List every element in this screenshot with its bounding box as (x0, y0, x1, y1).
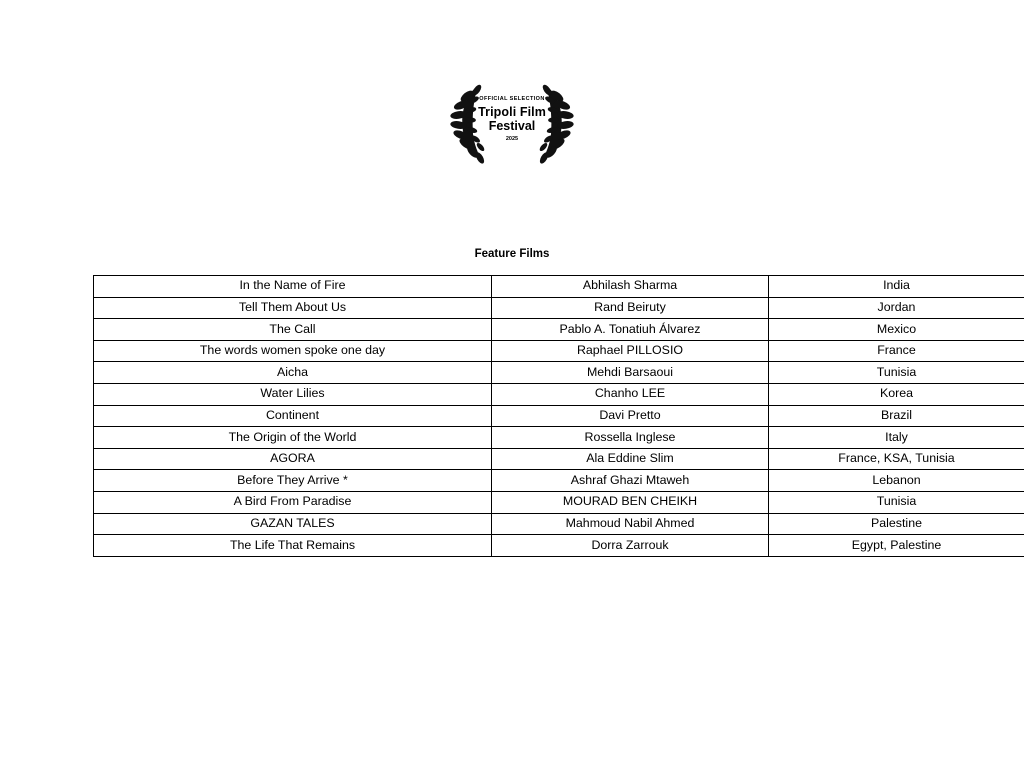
film-title-cell: The Origin of the World (94, 427, 492, 449)
film-director-cell: Pablo A. Tonatiuh Álvarez (492, 319, 769, 341)
film-director-cell: Rand Beiruty (492, 297, 769, 319)
film-title-cell: In the Name of Fire (94, 276, 492, 298)
badge-official-selection: OFFICIAL SELECTION (479, 96, 545, 103)
film-country-cell: Egypt, Palestine (769, 535, 1024, 557)
film-country-cell: Korea (769, 383, 1024, 405)
film-country-cell: Italy (769, 427, 1024, 449)
table-row (94, 276, 1024, 298)
section-heading: Feature Films (474, 248, 550, 260)
film-title-cell: Before They Arrive * (94, 470, 492, 492)
table-row (94, 340, 1024, 362)
film-title-cell: A Bird From Paradise (94, 491, 492, 513)
film-country-cell: Brazil (769, 405, 1024, 427)
film-director-cell: Davi Pretto (492, 405, 769, 427)
table-row (94, 470, 1024, 492)
films-table-container (93, 275, 1024, 557)
badge-festival-name-line2: Festival (488, 119, 536, 133)
film-country-cell: Tunisia (769, 362, 1024, 384)
film-title-cell: AGORA (94, 448, 492, 470)
table-row (94, 513, 1024, 535)
film-country-cell: Jordan (769, 297, 1024, 319)
table-row (94, 319, 1024, 341)
film-director-cell: Dorra Zarrouk (492, 535, 769, 557)
film-country-cell: Palestine (769, 513, 1024, 535)
table-row (94, 535, 1024, 557)
table-row (94, 491, 1024, 513)
table-row (94, 427, 1024, 449)
film-title-cell: Aicha (94, 362, 492, 384)
film-title-cell: Continent (94, 405, 492, 427)
film-title-cell: The words women spoke one day (94, 340, 492, 362)
film-title-cell: The Call (94, 319, 492, 341)
film-country-cell: Tunisia (769, 491, 1024, 513)
film-country-cell: India (769, 276, 1024, 298)
film-director-cell: Ala Eddine Slim (492, 448, 769, 470)
badge-container (437, 74, 587, 166)
film-director-cell: MOURAD BEN CHEIKH (492, 491, 769, 513)
badge-text-block (437, 74, 587, 166)
badge-year: 2025 (505, 136, 519, 143)
badge-festival-name-line1: Tripoli Film (478, 104, 546, 119)
film-country-cell: France (769, 340, 1024, 362)
film-title-cell: Water Lilies (94, 383, 492, 405)
film-director-cell: Mehdi Barsaoui (492, 362, 769, 384)
films-table (93, 275, 1024, 557)
film-country-cell: France, KSA, Tunisia (769, 448, 1024, 470)
film-country-cell: Lebanon (769, 470, 1024, 492)
table-row (94, 448, 1024, 470)
table-row (94, 362, 1024, 384)
film-title-cell: Tell Them About Us (94, 297, 492, 319)
film-director-cell: Raphael PILLOSIO (492, 340, 769, 362)
film-director-cell: Mahmoud Nabil Ahmed (492, 513, 769, 535)
table-row (94, 383, 1024, 405)
festival-badge (0, 74, 1024, 166)
film-title-cell: The Life That Remains (94, 535, 492, 557)
film-director-cell: Rossella Inglese (492, 427, 769, 449)
film-director-cell: Ashraf Ghazi Mtaweh (492, 470, 769, 492)
table-row (94, 405, 1024, 427)
film-country-cell: Mexico (769, 319, 1024, 341)
film-director-cell: Abhilash Sharma (492, 276, 769, 298)
film-director-cell: Chanho LEE (492, 383, 769, 405)
table-row (94, 297, 1024, 319)
film-title-cell: GAZAN TALES (94, 513, 492, 535)
